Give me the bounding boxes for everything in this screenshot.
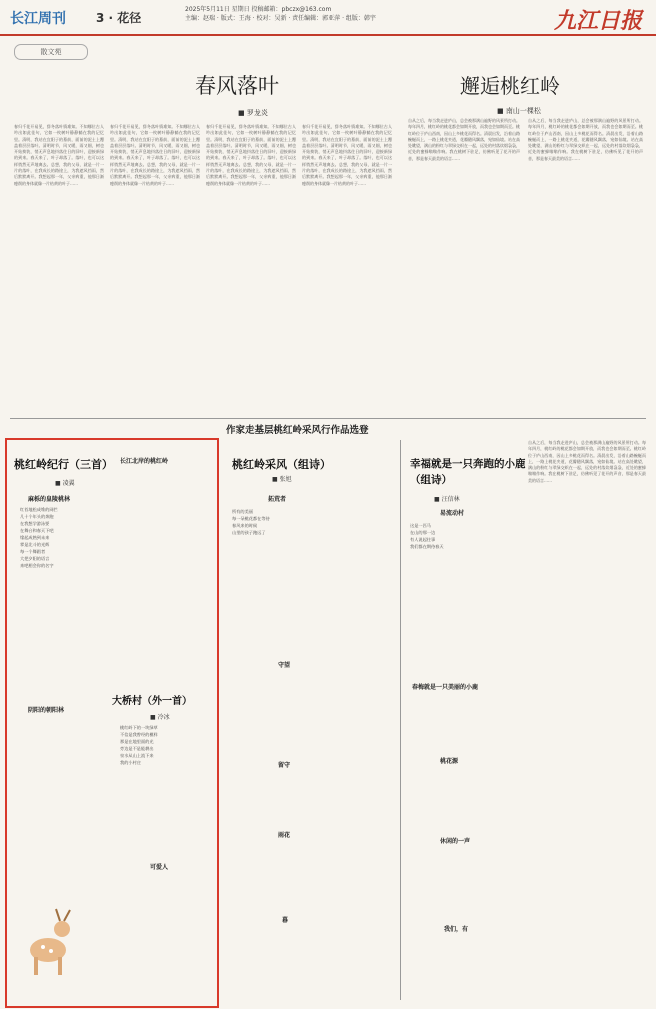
poem4-sub-2: 春梅就是一只美丽的小鹿 [412, 684, 479, 691]
column-separator [400, 440, 401, 1000]
masthead-meta [185, 5, 376, 23]
section-left-title: 长江周刊 [10, 11, 66, 27]
column-label: 散文苑 [40, 48, 62, 56]
article2-body-col1: 自从之后，每当我走进庐山，总会被那满山遍野的风景所打动。每年四月，桃红岭的桃花都会如期开放，而我也会如期而至。桃红岭位于庐山西南，因山上多桃花而得名。清晨出发，沿着山路蜿蜒而上，一路上桃花夹道，花瓣随风飘落，宛如仙境。站在高处眺望，满山的粉红与翠绿交织在一起，远处的村落炊烟袅袅，近处的蜜蜂嗡嗡作响。我在桃树下驻足，仿佛听见了花开的声音，那是春天最美的语言…… [408, 118, 520, 161]
poem3-sub-1: 拓荒者 [268, 496, 287, 503]
poem4-sub-5: 我们，有 [444, 926, 469, 933]
article1-body-col2: 春归千花开易见，辞冬落叶情难知。不知哪位古人吟出如此佳句，它如一枚树叶静静躺在我的记忆里。清明，我站在宜阳子的墓前，面前的泥土上覆盖着层层落叶。清明时节，风又暖，雨又细，树也开始换装，悄无声息地抖落往日的旧叶，迎接新绿的到来。春天来了，叶子却落了。落叶，也可以这样悄然无声地离去。总想，我的父母，就是一片一片的落叶，在我成长的路途上，为我遮风挡雨，然后默默离开。我想起那一年，父亲病重，他那日渐瘦削的身体就像一片枯黄的叶子…… [110, 124, 200, 186]
poem2-title: 大桥村（外一首） [112, 696, 192, 707]
poem3-sub-5: 暮 [282, 917, 289, 924]
poem1-sub-2: 长江北岸的桃红岭 [120, 458, 169, 465]
masthead [0, 0, 656, 36]
poem4-title: 幸福就是一只奔跑的小鹿（组诗） [410, 458, 526, 486]
poem2-sub-1: 可爱人 [150, 864, 169, 871]
poem2-byline: ■ 冷冰 [150, 714, 170, 721]
article2-byline: ■ 南山一棵松 [497, 107, 541, 115]
article1-title: 春风落叶 [195, 74, 279, 98]
poem3-byline: ■ 张旭 [272, 476, 292, 483]
poem1-sub-1: 麻栎的皇陵桃林 [28, 496, 71, 503]
brand-logo: 九江日报 [553, 8, 642, 34]
poem4-sub-4: 休闲的一声 [440, 838, 471, 845]
poem3-sub-4: 雨花 [278, 832, 291, 839]
poem2-lines: 桃红岭下的一块绿草 不信是我曾经的模样 那是在地里面的光 旁边是不是能耕出 泉水从山上流下来 我的小村庄 [120, 725, 158, 765]
masthead-date: 2025年5月11日 星期日 投稿邮箱：pbczx@163.com [185, 6, 332, 13]
poem4-sub-3: 桃花源 [440, 758, 459, 765]
column-badge [14, 44, 88, 60]
masthead-editors: 主编：赵瑞 · 版式：王海 · 校对：吴新 · 责任编辑：郭亚萍 · 组版：韩宇 [185, 15, 376, 22]
page-label: 3 · 花径 [96, 11, 142, 25]
poem4-side-column: 自从之后，每当我走进庐山，总会被那满山遍野的风景所打动。每年四月，桃红岭的桃花都会如期开放，而我也会如期而至。桃红岭位于庐山西南，因山上多桃花而得名。清晨出发，沿着山路蜿蜒而上，一路上桃花夹道，花瓣随风飘落，宛如仙境。站在高处眺望，满山的粉红与翠绿交织在一起，远处的村落炊烟袅袅，近处的蜜蜂嗡嗡作响。我在桃树下驻足，仿佛听见了花开的声音，那是春天最美的语言…… [528, 440, 646, 483]
article2-body-col2: 自从之后，每当我走进庐山，总会被那满山遍野的风景所打动。每年四月，桃红岭的桃花都会如期开放，而我也会如期而至。桃红岭位于庐山西南，因山上多桃花而得名。清晨出发，沿着山路蜿蜒而上，一路上桃花夹道，花瓣随风飘落，宛如仙境。站在高处眺望，满山的粉红与翠绿交织在一起，远处的村落炊烟袅袅，近处的蜜蜂嗡嗡作响。我在桃树下驻足，仿佛听见了花开的声音，那是春天最美的语言…… [528, 118, 643, 161]
poem4-lines: 这是一匹马 在山的那一边 有人说起往事 我们都在期待春天 [410, 523, 444, 549]
poem3-title: 桃红岭采风（组诗） [232, 458, 331, 471]
poem4-sub-1: 易流动村 [440, 510, 465, 517]
article1-byline: ■ 罗龙炎 [238, 109, 268, 117]
poem3-lines: 所有的美丽 每一朵桃花都在等待 春风来的时候 山里的孩子跑远了 [232, 509, 270, 535]
article2-title: 邂逅桃红岭 [460, 74, 560, 98]
section-divider [10, 418, 646, 419]
article1-body-col4: 春归千花开易见，辞冬落叶情难知。不知哪位古人吟出如此佳句，它如一枚树叶静静躺在我的记忆里。清明，我站在宜阳子的墓前，面前的泥土上覆盖着层层落叶。清明时节，风又暖，雨又细，树也开始换装，悄无声息地抖落往日的旧叶，迎接新绿的到来。春天来了，叶子却落了。落叶，也可以这样悄然无声地离去。总想，我的父母，就是一片一片的落叶，在我成长的路途上，为我遮风挡雨，然后默默离开。我想起那一年，父亲病重，他那日渐瘦削的身体就像一片枯黄的叶子…… [302, 124, 392, 186]
poem4-byline: ■ 汪信林 [434, 496, 460, 503]
deer-illustration [18, 905, 78, 980]
article1-body-col3: 春归千花开易见，辞冬落叶情难知。不知哪位古人吟出如此佳句，它如一枚树叶静静躺在我的记忆里。清明，我站在宜阳子的墓前，面前的泥土上覆盖着层层落叶。清明时节，风又暖，雨又细，树也开始换装，悄无声息地抖落往日的旧叶，迎接新绿的到来。春天来了，叶子却落了。落叶，也可以这样悄然无声地离去。总想，我的父母，就是一片一片的落叶，在我成长的路途上，为我遮风挡雨，然后默默离开。我想起那一年，父亲病重，他那日渐瘦削的身体就像一片枯黄的叶子…… [206, 124, 296, 186]
poem3-sub-2: 守望 [278, 662, 291, 669]
poem1-lines-a: 红苔地松成堆的网拦 几十个年头的奔跑 在我想学游泳要 在舞台和春天下吧 缘起成熟到未来 掌是北斗的光辉 每一个舞蹈者 大把夕阳的语言 来吧相会你的名字 [20, 507, 58, 568]
poem1-title: 桃红岭纪行（三首） [14, 458, 113, 471]
section-banner: 作家走基层桃红岭采风行作品选登 [226, 425, 369, 436]
poem1-byline: ■ 凌翼 [55, 480, 75, 487]
poem1-sub-3: 阴阳的朝阳林 [28, 707, 65, 714]
poem3-sub-3: 留守 [278, 762, 291, 769]
article1-body-col1: 春归千花开易见，辞冬落叶情难知。不知哪位古人吟出如此佳句，它如一枚树叶静静躺在我的记忆里。清明，我站在宜阳子的墓前，面前的泥土上覆盖着层层落叶。清明时节，风又暖，雨又细，树也开始换装，悄无声息地抖落往日的旧叶，迎接新绿的到来。春天来了，叶子却落了。落叶，也可以这样悄然无声地离去。总想，我的父母，就是一片一片的落叶，在我成长的路途上，为我遮风挡雨，然后默默离开。我想起那一年，父亲病重，他那日渐瘦削的身体就像一片枯黄的叶子…… [14, 124, 104, 186]
